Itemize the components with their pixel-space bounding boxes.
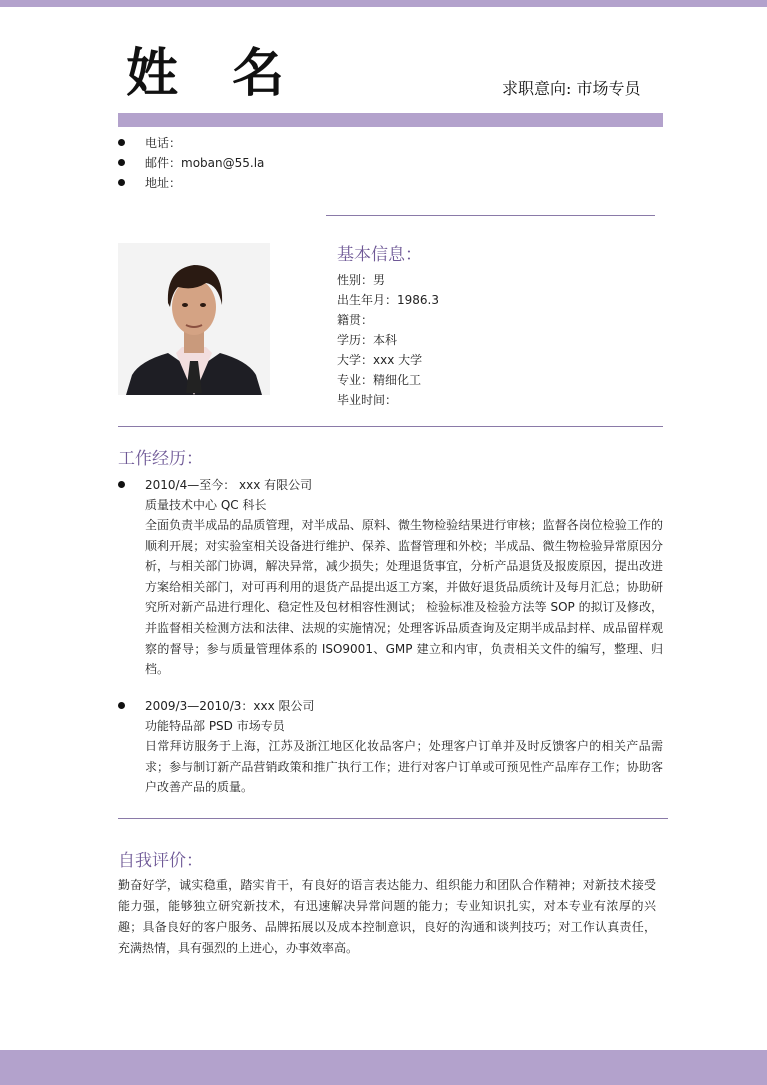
bullet-icon [118,702,125,709]
info-graduation: 毕业时间： [337,393,398,407]
self-eval-top-rule [118,818,668,819]
info-university: 大学：xxx 大学 [337,353,423,367]
contact-address [118,173,518,193]
job-period-text: 2009/3—2010/3：xxx 限公司 [145,699,315,713]
self-eval-text: 勤奋好学，诚实稳重，踏实肯干，有良好的语言表达能力、组织能力和团队合作精神；对新技术接受能力强，能够独立研究新技术，有迅速解决异常问题的能力；专业知识扎实，对本专业有浓厚的兴趣；具备良好的客户服务、品牌拓展以及成本控制意识，良好的沟通和谈判技巧；对工作认真责任，充满热情，具有强烈的上进心，办事效率高。 [118,878,656,955]
job-description: 全面负责半成品的品质管理，对半成品、原料、微生物检验结果进行审核；监督各岗位检验工作的顺利开展；对实验室相关设备进行维护、保养、监督管理和外校；半成品、微生物检验异常原因分析，与相关部门协调，解决异常，减少损失；处理退货事宜，分析产品退货及报废原因，提出改进方案给相关部门，对可再利用的退货产品提出返工方案，并做好退货品质统计及每月汇总；协助研究所对新产品进行理化、稳定性及包材相容性测试； 检验标准及检验方法等 SOP 的拟订及修改，并监督相关检测方法和法律、法规的实施情况；处理客诉品质查询及定期半成品封样、成品留样观察的督导；参与质量管理体系的 ISO9001、GMP 建立和内审，负责相关文件的编写，整理、归档。 [145,518,663,677]
job-period [118,475,663,495]
basic-info-title: 基本信息： [337,245,422,265]
contact-phone-label: 电话： [145,136,182,150]
work-title: 工作经历： [118,449,203,469]
job-position: 功能特品部 PSD 市场专员 [145,719,285,733]
job-objective: 求职意向: 市场专员 [502,79,641,98]
info-education: 学历：本科 [337,333,398,347]
bullet-icon [118,159,125,166]
basic-info-top-rule [326,215,655,216]
job-entry-2 [118,696,663,798]
bullet-icon [118,179,125,186]
header-divider-bar [118,113,663,127]
top-decor-bar [0,0,767,7]
bullet-icon [118,481,125,488]
info-birth: 出生年月：1986.3 [337,293,439,307]
contact-list [118,133,518,193]
job-period [118,696,663,716]
contact-email [118,153,518,173]
candidate-name: 姓 名 [126,44,303,104]
bullet-icon [118,139,125,146]
basic-info-list [337,270,439,410]
bottom-decor-bar [0,1050,767,1085]
self-eval-title: 自我评价： [118,851,203,871]
contact-address-label: 地址： [145,176,182,190]
profile-photo [118,243,270,395]
contact-email-label: 邮件： [145,156,182,170]
contact-phone [118,133,518,153]
job-entry-1 [118,475,663,680]
contact-email-value: moban@55.la [181,156,265,170]
work-top-rule [118,426,663,427]
info-major: 专业：精细化工 [337,373,422,387]
job-period-text: 2010/4—至今： xxx 有限公司 [145,478,313,492]
info-hometown: 籍贯： [337,313,374,327]
job-description: 日常拜访服务于上海，江苏及浙江地区化妆品客户；处理客户订单并及时反馈客户的相关产品需求；参与制订新产品营销政策和推广执行工作；进行对客户订单或可预见性产品库存工作；协助客户改善产品的质量。 [145,739,663,795]
job-position: 质量技术中心 QC 科长 [145,498,267,512]
info-gender: 性别：男 [337,273,386,287]
